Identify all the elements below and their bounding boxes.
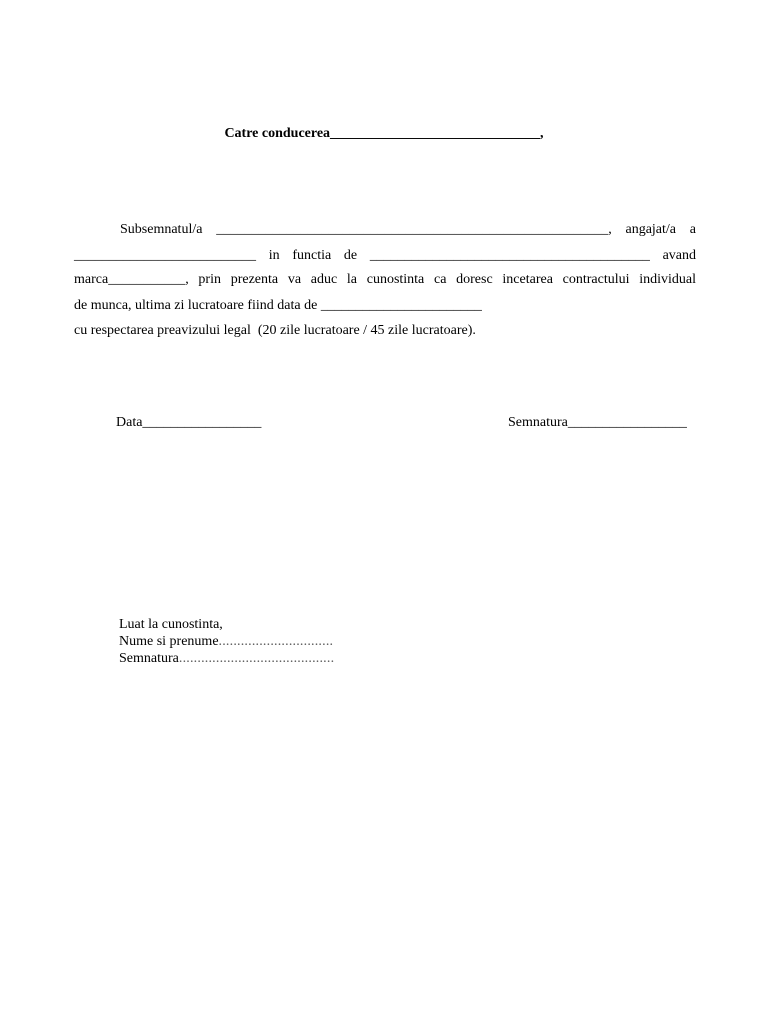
acknowledgement-signature-label: Semnatura xyxy=(119,651,179,666)
body-line-1: Subsemnatul/a ________________________________________________________, angajat/a a xyxy=(120,222,696,237)
body-line-3: marca___________, prin prezenta va aduc la cunostinta ca doresc incetarea contractului individual xyxy=(74,272,696,287)
acknowledgement-name-label: Nume si prenume xyxy=(119,634,219,649)
acknowledgement-signature-row xyxy=(119,651,334,667)
body-line-4: de munca, ultima zi lucratoare fiind data de _______________________ xyxy=(74,298,482,313)
document-title: Catre conducerea______________________________, xyxy=(224,126,544,141)
acknowledgement-name-row xyxy=(119,634,333,650)
body-line-2: __________________________ in functia de ________________________________________ avand xyxy=(74,248,696,263)
acknowledgement-name-dots: ............................... xyxy=(218,634,334,649)
signature-field: Semnatura_________________ xyxy=(508,415,687,430)
acknowledgement-heading: Luat la cunostinta, xyxy=(119,617,223,632)
acknowledgement-signature-dots: .......................................... xyxy=(178,651,335,666)
body-line-5: cu respectarea preavizului legal (20 zile lucratoare / 45 zile lucratoare). xyxy=(74,323,476,338)
date-field: Data_________________ xyxy=(116,415,262,430)
